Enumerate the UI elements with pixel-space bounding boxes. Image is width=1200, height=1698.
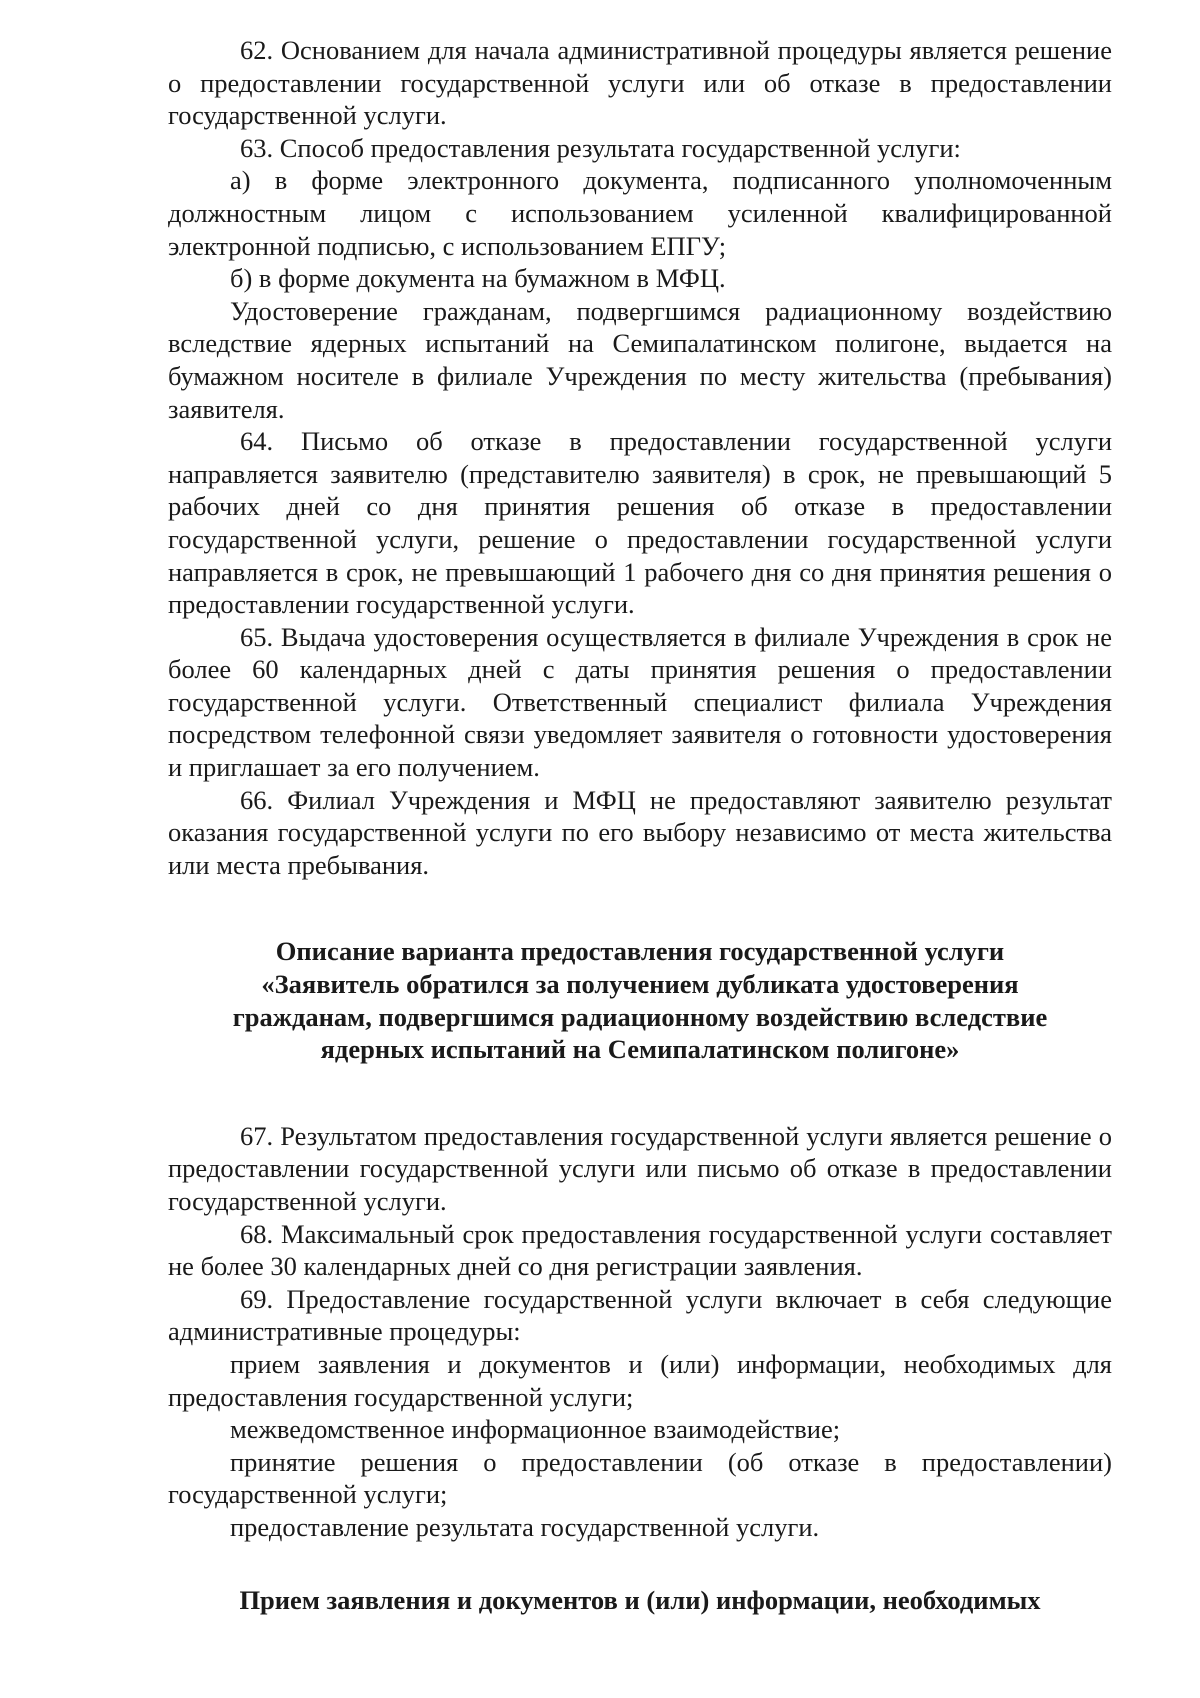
heading-line: «Заявитель обратился за получением дубликата удостоверения	[261, 969, 1019, 1000]
document-text	[168, 34, 1112, 1616]
procedure-item: прием заявления и документов и (или) информации, необходимых для предоставления государственной услуги;	[168, 1348, 1112, 1412]
heading-line: гражданам, подвергшимся радиационному воздействию вследствие	[232, 1001, 1048, 1032]
paragraph-63a: а) в форме электронного документа, подписанного уполномоченным должностным лицом с использованием усиленной квалифицированной электронной подписью, с использованием ЕПГУ;	[168, 165, 1112, 261]
paragraph-67: 67. Результатом предоставления государственной услуги является решение о предоставлении государственной услуги или письмо об отказе в предоставлении государственной услуги.	[168, 1120, 1112, 1216]
heading-line: ядерных испытаний на Семипалатинском полигоне»	[320, 1034, 960, 1065]
paragraph-62: 62. Основанием для начала административной процедуры является решение о предоставлении государственной услуги или об отказе в предоставлении государственной услуги.	[168, 35, 1112, 131]
procedure-item: предоставление результата государственной услуги.	[230, 1511, 820, 1542]
paragraph-64: 64. Письмо об отказе в предоставлении государственной услуги направляется заявителю (представителю заявителя) в срок, не превышающий 5 рабочих дней со дня принятия решения об отказе в предоставлении государственной услуги, решение о предоставлении государственной услуги направляется в срок, не превышающий 1 рабочего дня со дня принятия решения о предоставлении государственной услуги.	[168, 426, 1112, 620]
paragraph-65: 65. Выдача удостоверения осуществляется в филиале Учреждения в срок не более 60 календарных дней с даты принятия решения о предоставлении государственной услуги. Ответственный специалист филиала Учреждения посредством телефонной связи уведомляет заявителя о готовности удостоверения и приглашает за его получением.	[168, 621, 1112, 783]
procedure-item: межведомственное информационное взаимодействие;	[230, 1414, 841, 1445]
paragraph-66: 66. Филиал Учреждения и МФЦ не предоставляют заявителю результат оказания государственной услуги по его выбору независимо от места жительства или места пребывания.	[168, 784, 1112, 880]
procedure-item: принятие решения о предоставлении (об отказе в предоставлении) государственной услуги;	[168, 1446, 1112, 1510]
paragraph-certificate-note: Удостоверение гражданам, подвергшимся радиационному воздействию вследствие ядерных испытаний на Семипалатинском полигоне, выдается на бумажном носителе в филиале Учреждения по месту жительства (пребывания) заявителя.	[168, 295, 1112, 424]
paragraph-69: 69. Предоставление государственной услуги включает в себя следующие административные процедуры:	[168, 1283, 1112, 1347]
spacer	[168, 1066, 1112, 1120]
heading-line: Описание варианта предоставления государственной услуги	[275, 936, 1005, 967]
paragraph-63b: б) в форме документа на бумажном в МФЦ.	[230, 263, 726, 294]
spacer	[168, 881, 1112, 935]
section-heading-duplicate	[168, 935, 1112, 1065]
section-heading-reception: Прием заявления и документов и (или) информации, необходимых	[239, 1584, 1041, 1615]
paragraph-68: 68. Максимальный срок предоставления государственной услуги составляет не более 30 календарных дней со дня регистрации заявления.	[168, 1218, 1112, 1282]
paragraph-63: 63. Способ предоставления результата государственной услуги:	[240, 132, 961, 163]
spacer	[168, 1544, 1112, 1584]
